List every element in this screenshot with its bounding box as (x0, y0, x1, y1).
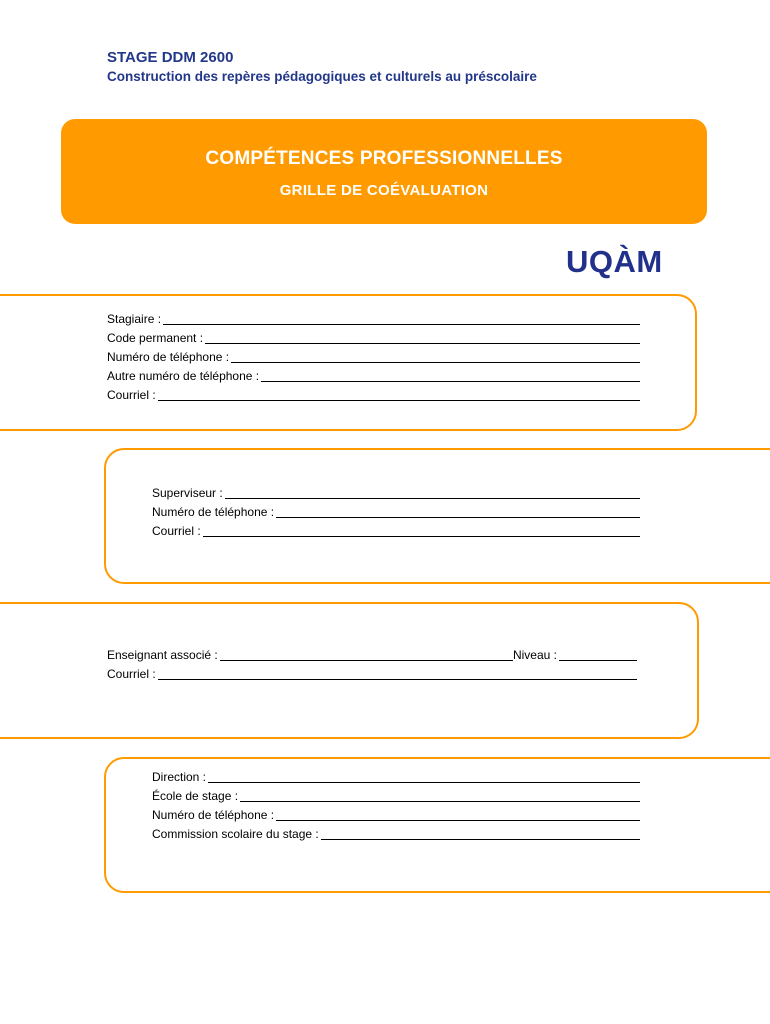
ecole-blank[interactable] (240, 801, 640, 802)
autre-telephone-field[interactable] (107, 367, 640, 386)
superviseur-telephone-blank[interactable] (276, 517, 640, 518)
superviseur-field[interactable] (152, 484, 640, 503)
stagiaire-field[interactable] (107, 310, 640, 329)
uqam-logo: UQÀM (566, 244, 663, 279)
direction-label: Direction : (152, 770, 207, 784)
superviseur-telephone-field[interactable] (152, 503, 640, 522)
code-permanent-field[interactable] (107, 329, 640, 348)
enseignant-field[interactable] (107, 646, 637, 665)
direction-field[interactable] (152, 768, 640, 787)
enseignant-courriel-blank[interactable] (158, 679, 637, 680)
superviseur-courriel-field[interactable] (152, 522, 640, 541)
stagiaire-telephone-label: Numéro de téléphone : (107, 350, 230, 364)
autre-telephone-label: Autre numéro de téléphone : (107, 369, 260, 383)
document-subtitle: Construction des repères pédagogiques et culturels au préscolaire (107, 69, 537, 84)
direction-blank[interactable] (208, 782, 640, 783)
superviseur-courriel-label: Courriel : (152, 524, 201, 538)
enseignant-fields (107, 646, 637, 684)
commission-label: Commission scolaire du stage : (152, 827, 319, 841)
banner-title: COMPÉTENCES PROFESSIONNELLES (205, 148, 563, 169)
enseignant-courriel-field[interactable] (107, 665, 637, 684)
superviseur-label: Superviseur : (152, 486, 223, 500)
stagiaire-fields (107, 310, 640, 405)
superviseur-telephone-label: Numéro de téléphone : (152, 505, 275, 519)
niveau-blank[interactable] (559, 660, 637, 661)
title-banner (61, 119, 707, 224)
banner-subtitle: GRILLE DE COÉVALUATION (279, 182, 489, 199)
document-header (107, 48, 537, 86)
stagiaire-telephone-field[interactable] (107, 348, 640, 367)
niveau-label: Niveau : (512, 648, 557, 662)
commission-blank[interactable] (321, 839, 640, 840)
direction-telephone-label: Numéro de téléphone : (152, 808, 275, 822)
stagiaire-courriel-label: Courriel : (107, 388, 156, 402)
stagiaire-blank[interactable] (163, 324, 640, 325)
stagiaire-label: Stagiaire : (107, 312, 162, 326)
enseignant-courriel-label: Courriel : (107, 667, 156, 681)
superviseur-courriel-blank[interactable] (203, 536, 640, 537)
ecole-field[interactable] (152, 787, 640, 806)
superviseur-blank[interactable] (225, 498, 640, 499)
enseignant-blank[interactable] (220, 660, 513, 661)
superviseur-fields (152, 484, 640, 541)
autre-telephone-blank[interactable] (261, 381, 640, 382)
document-title: STAGE DDM 2600 (107, 49, 234, 66)
direction-telephone-blank[interactable] (276, 820, 640, 821)
stagiaire-courriel-blank[interactable] (158, 400, 640, 401)
direction-fields (152, 768, 640, 844)
code-permanent-blank[interactable] (205, 343, 640, 344)
ecole-label: École de stage : (152, 789, 239, 803)
commission-field[interactable] (152, 825, 640, 844)
code-permanent-label: Code permanent : (107, 331, 204, 345)
enseignant-label: Enseignant associé : (107, 648, 218, 662)
direction-telephone-field[interactable] (152, 806, 640, 825)
stagiaire-courriel-field[interactable] (107, 386, 640, 405)
stagiaire-telephone-blank[interactable] (231, 362, 640, 363)
